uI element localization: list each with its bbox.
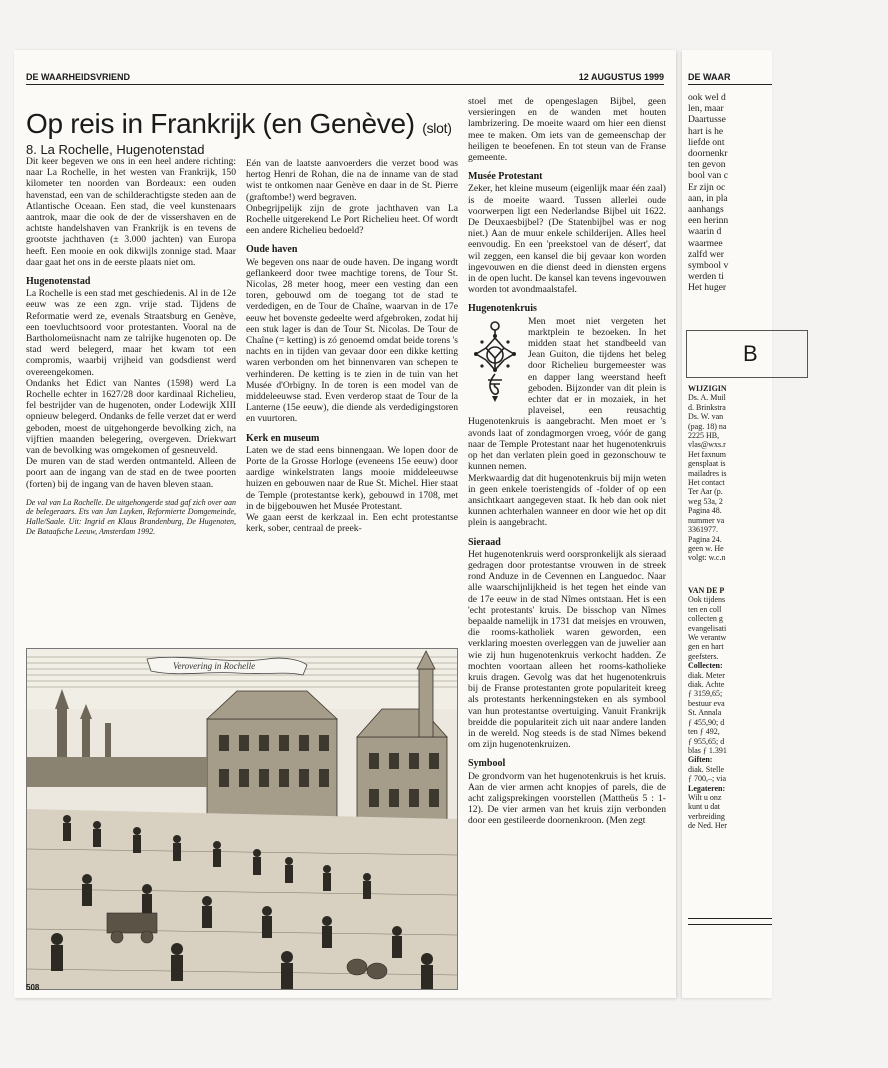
- column-3: [468, 96, 666, 986]
- section-heading: Hugenotenstad: [26, 276, 91, 288]
- text-line: evangelisati: [688, 623, 727, 633]
- publication-name: DE WAARHEIDSVRIEND: [26, 72, 131, 82]
- text-line: Ter Aar (p.: [688, 487, 723, 497]
- text-line: ƒ 3159,65;: [688, 689, 723, 699]
- notice-block: [688, 384, 888, 563]
- intro-paragraph: Dit keer begeven we ons in een heel andere richting: naar La Rochelle, in het westen van Frankrijk, 150 kilometer ten noorden van Bordeaux: een ouden havenstad, een van de schilderachtigste steden aan de Atlantische Oceaan. Een stad, die veel kunstenaars aantrok, maar die ook de der de vissershaven en de achtste handelshaven van Frankrijk is en tevens de grootste jachthaven (± 3.000 jachten) van Europa heeft. Een mooie en ook dikwijls zonnige stad. Maar daar gaat het ons in de eerste plaats niet om.: [26, 156, 236, 268]
- paragraph: stoel met de opengeslagen Bijbel, geen versieringen en de wanden met houten lambrizering. De moeite waard om hier een dienst mee te maken. Om iets van de gemeenschap der heiligen te beoefenen. En tot steun van de Franse gemeente.: [468, 96, 666, 164]
- paragraph: Zeker, het kleine museum (eigenlijk maar één zaal) is de moeite waard. Tussen allerlei oude voorwerpen ligt een Nederlandse Bijbel uit 1622. De Deuxaesbijbel? (De Statenbijbel was er nog niet.) Aan de muur enkele schilderijen. Alles heel eenvoudig. En een 'preekstoel van de désert', dat wil zeggen, een kansel die bij gevaar kon worden ingevouwen en die dienst deed in diensten ergens in de open lucht. De kansel kan tevens ingevouwen worden tot avondmaalstafel.: [468, 183, 666, 296]
- engraving-banner-text: Verovering in Rochelle: [173, 661, 256, 671]
- text-line: doornenkr: [688, 148, 728, 160]
- paragraph: De grondvorm van het hugenotenkruis is het kruis. Aan de vier armen acht knopjes of parels, die de acht zaligsprekingen voorstellen (Mattheüs 5 : 1-12). De vier armen van het kruis zijn verbonden door een gestileerde doornenkroon. (Men zegt: [468, 770, 666, 827]
- running-head: [26, 72, 664, 84]
- paragraph: Men moet niet vergeten het marktplein te bezoeken. In het midden staat het standbeeld van Jean Guiton, die tijdens het beleg door Richelieu burgemeester was en dapper lang weerstand heeft geboden. Bijzonder van dit plein is echter dat er in mozaiek, in het plaveisel, een reusachtig Hugenotenkruis is aangebracht. Men moet er 's avonds laat of zondagmorgen vroeg, vóór de gang naar de Temple Protestant naar het hugenotenkruis op het dan verlaten plein goed in gezonschouw te kunnen nemen.: [468, 315, 666, 473]
- section-heading: Oude haven: [246, 244, 298, 256]
- paragraph: Ondanks het Edict van Nantes (1598) werd La Rochelle echter in 1627/28 door kardinaal Richelieu, fel bestrijder van de hugenoten, onder Lodewijk XIII opnieuw belegerd. Ondanks de felle verzet dat er werd geboden, moest de uitgehongerde bevolking zich, na vijftien maanden belegering, overgeven. Driekwart van de bevolking was omgekomen of gesneuveld.: [26, 377, 236, 457]
- title-text: Op reis in Frankrijk (en Genève): [26, 108, 415, 139]
- text-line: waarmee: [688, 237, 723, 249]
- text-line: de Ned. Her: [688, 821, 727, 831]
- text-line: ten ƒ 492,: [688, 727, 720, 737]
- next-page-rule: [688, 84, 772, 85]
- text-line: Pagina 48.: [688, 506, 722, 516]
- section-heading: Symbool: [468, 758, 506, 770]
- text-line: geen w. He: [688, 543, 724, 553]
- text-line: een herinn: [688, 215, 729, 227]
- section-heading: Kerk en museum: [246, 432, 320, 444]
- text-line: gen en hart: [688, 642, 724, 652]
- paragraph: We gaan eerst de kerkzaal in. Een echt protestantse kerk, sober, centraal de preek-: [246, 512, 458, 535]
- text-line: Ds. W. van: [688, 412, 724, 422]
- text-line: ten en coll: [688, 604, 722, 614]
- text-line: diak. Achte: [688, 680, 725, 690]
- text-line: vlas@wxs.r: [688, 440, 726, 450]
- text-line: (pag. 18) na: [688, 421, 727, 431]
- text-line: Legateren:: [688, 783, 726, 793]
- next-page-footer-rule: [688, 924, 772, 925]
- text-line: geefsters.: [688, 651, 719, 661]
- text-line: mailadres is: [688, 468, 727, 478]
- next-page-header: DE WAAR: [688, 72, 731, 82]
- text-line: bestuur eva: [688, 698, 725, 708]
- text-line: volgt: w.c.n: [688, 553, 726, 563]
- paragraph: Merkwaardig dat dit hugenotenkruis bij mijn weten in geen enkele toeristengids of -folder of op een ansichtkaart aangegeven staat. Ik heb dan ook niet kunnen achterhalen wanneer en door wie het op dit plein is aangebracht.: [468, 472, 666, 529]
- huguenot-cross-icon: [468, 318, 522, 404]
- text-line: VAN DE P: [688, 586, 725, 595]
- paragraph: Eén van de laatste aanvoerders die verzet bood was hertog Henri de Rohan, die na de inname van de stad wist te ontkomen naar Genève en daar in de St. Pierre (graftombe!) werd begraven.: [246, 158, 458, 203]
- text-line: aanhangs: [688, 204, 724, 216]
- text-line: 2225 HB,: [688, 431, 720, 441]
- next-page-footer-rule: [688, 918, 772, 919]
- text-line: kunt u dat: [688, 802, 720, 812]
- text-line: Ook tijdens: [688, 595, 726, 605]
- text-line: Giften:: [688, 755, 713, 765]
- header-rule: [26, 84, 664, 85]
- text-line: ook wel d: [688, 92, 726, 103]
- column-2: [246, 158, 458, 688]
- text-line: zalfd wer: [688, 248, 724, 260]
- text-line: nummer va: [688, 515, 725, 525]
- text-line: Pagina 24.: [688, 534, 722, 544]
- text-line: gensplaat is: [688, 459, 726, 469]
- text-line: Wilt u onz: [688, 792, 722, 802]
- text-line: Het huger: [688, 282, 727, 294]
- text-line: weg 53a, 2: [688, 496, 723, 506]
- article-title: [26, 108, 452, 140]
- text-line: ƒ 455,90; d: [688, 717, 725, 727]
- engraving-image: [26, 648, 458, 990]
- image-caption: De val van La Rochelle. De uitgehongerde stad gaf zich over aan de belegeraars. Ets van Jan Luyken, Reformierte Domgemeinde, Halle/Saale. Uit: Ingrid en Klaus Brandenburg, De Hugenoten, De Bataafsche Leeuw, Amsterdam 1992.: [26, 497, 236, 536]
- text-line: 3361977.: [688, 525, 718, 535]
- text-line: len, maar: [688, 103, 724, 115]
- next-page-text: [688, 92, 888, 294]
- section-heading: Hugenotenkruis: [468, 303, 537, 315]
- text-line: verbreiding: [688, 811, 725, 821]
- text-line: d. Brinkstra: [688, 402, 726, 412]
- text-line: St. Annala: [688, 708, 722, 718]
- text-line: bool van c: [688, 170, 728, 182]
- kruis-wrap: [468, 316, 666, 473]
- text-line: waarin d: [688, 226, 722, 238]
- paragraph: De muren van de stad werden ontmanteld. Alleen de poort aan de ingang van de stad en de twee poorten (forten) bij de ingang van de haven bleven staan.: [26, 456, 236, 490]
- text-line: ƒ 700,–; via: [688, 774, 726, 784]
- engraving-svg: [27, 649, 457, 989]
- text-line: hart is he: [688, 125, 724, 137]
- text-line: Ds. A. Muil: [688, 393, 726, 403]
- box-letter: B: [743, 341, 758, 366]
- paragraph: Onbegrijpelijk zijn de grote jachthaven van La Rochelle uitgerekend Le Port Richelieu heet. Of wordt een andere Richelieu bedoeld?: [246, 202, 458, 237]
- paragraph: We begeven ons naar de oude haven. De ingang wordt geflankeerd door twee machtige torens, de Tour St. Nicolas, 28 meter hoog, meer een vesting dan een toren, gebouwd om de toegang tot de stad te verdedigen, en de Tour de Chaîne, waarvan in de 17e eeuw het bovenste gedeelte werd afgebroken, zodat hij een stuk lager is dan de Tour St. Nicolas. De Tour de Chaîne (= ketting) is zó genoemd omdat beide torens 's nachts en in tijden van gevaar door een dikke ketting waren verbonden om het binnenvaren van schepen te verhinderen. De ketting is te zien in de tuin van het Musée d'Orbigny. In de toren is een model van de middeleeuwse stad. Even verderop staat de Tour de la Lanterne (15e eeuw), die diende als verdedigingstoren en vuurtoren.: [246, 256, 458, 425]
- text-line: aan, in pla: [688, 192, 728, 204]
- section-heading: Musée Protestant: [468, 171, 543, 183]
- text-line: Het contact: [688, 478, 725, 488]
- text-line: collecten g: [688, 614, 723, 624]
- title-suffix: (slot): [422, 120, 452, 136]
- text-line: ten gevon: [688, 159, 726, 171]
- newspaper-page: [14, 50, 676, 998]
- text-line: Daartusse: [688, 114, 726, 126]
- paragraph: Het hugenotenkruis werd oorspronkelijk als sieraad gedragen door protestantse vrouwen in de streek rond Anduze in de Cevennen en Languedoc. Naar alle waarschijnlijkheid is het tegen het einde van de 17e eeuw in de stad Nîmes ontstaan. Het is een 'echt protestants' kruis. De bisschop van Nîmes bepaalde namelijk in 1731 dat meisjes en vrouwen, die rooms-katholiek waren geworden, een verklaring moesten overleggen van de juwelier aan wie zij hun hugenotenkruis verkocht hadden. Ze mochten voortaan alleen het rooms-katholieke kruis dragen. Gevolg was dat het hugenotenkruis bij de Franse protestanten grote populariteit kreeg als protestants herkenningsteken en als symbool van hun protestantse overtuiging. Vanuit Frankrijk breidde die populariteit zich uit naar andere landen in de wereld. Nog steeds is de stad Nîmes bekend om zijn hugenotenkruizen.: [468, 548, 666, 751]
- text-line: blas ƒ 1.391: [688, 745, 727, 755]
- text-line: liefde ont: [688, 136, 725, 148]
- paragraph: Laten we de stad eens binnengaan. We lopen door de Porte de la Grosse Horloge (eveneens 15e eeuw) door aardige winkelstraten langs mooie middeleeuwse huizen en gebouwen naar de Rue St. Michel. Hier staat de Temple (protestantse kerk), gebouwd in 1708, met in de bijgebouwen het Musée Protestant.: [246, 444, 458, 512]
- text-line: diak. Meter: [688, 670, 725, 680]
- text-line: ƒ 955,65; d: [688, 736, 725, 746]
- text-line: Collecten:: [688, 661, 723, 671]
- text-line: WIJZIGIN: [688, 384, 727, 393]
- article-subtitle: 8. La Rochelle, Hugenotenstad: [26, 142, 205, 157]
- paragraph: La Rochelle is een stad met geschiedenis. Al in de 12e eeuw was ze een zgn. vrije stad. Tijdens de Reformatie werd ze, evenals Straatsburg en Genève, een toevluchtsoord voor protestanten. Vooral na de Bartholomeüsnacht nam ze talrijke hugenoten op. De stad werd belegerd, maar het kwam tot een compromis, waarbij vrijheid van godsdienst werd overeengekomen.: [26, 288, 236, 378]
- page-number: 508: [26, 983, 40, 992]
- text-line: werden ti: [688, 271, 724, 283]
- issue-date: 12 AUGUSTUS 1999: [578, 72, 664, 82]
- collection-block: [688, 586, 888, 831]
- text-line: symbool v: [688, 260, 729, 272]
- column-1: [26, 156, 236, 626]
- text-line: diak. Stelle: [688, 764, 724, 774]
- text-line: Het faxnum: [688, 449, 726, 459]
- next-page-box: [686, 330, 808, 378]
- text-line: We verantw: [688, 633, 727, 643]
- next-page-fragment: [682, 50, 772, 998]
- section-heading: Sieraad: [468, 536, 501, 548]
- text-line: Er zijn oc: [688, 181, 726, 193]
